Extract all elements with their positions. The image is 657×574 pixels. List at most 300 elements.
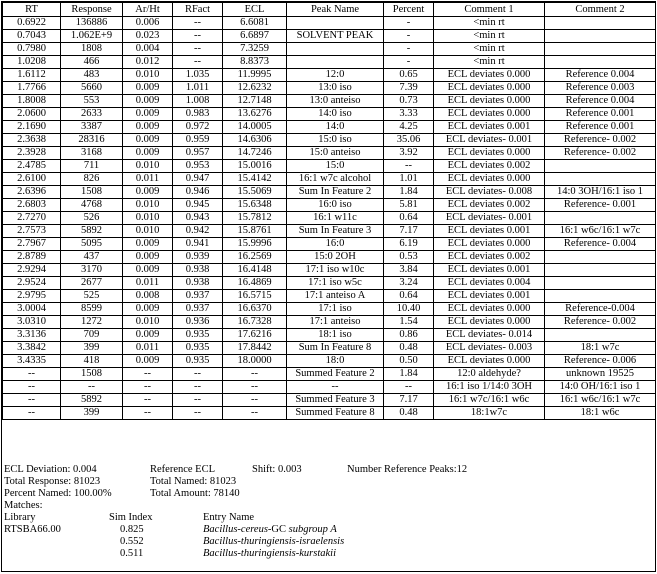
table-cell: 1.062E+9 (61, 30, 123, 43)
table-cell: 0.010 (123, 225, 173, 238)
table-cell: -- (287, 381, 384, 394)
table-cell (545, 290, 656, 303)
table-cell: ECL deviates- 0.014 (434, 329, 545, 342)
table-cell: Reference- 0.001 (545, 199, 656, 212)
table-cell: 17:1 anteiso (287, 316, 384, 329)
table-cell: 0.023 (123, 30, 173, 43)
table-cell: 8599 (61, 303, 123, 316)
table-cell: 1.54 (384, 316, 434, 329)
table-cell: 3.0310 (3, 316, 61, 329)
table-cell: 1508 (61, 368, 123, 381)
table-cell (545, 277, 656, 290)
table-cell: 0.86 (384, 329, 434, 342)
table-cell: 0.48 (384, 342, 434, 355)
table-cell: Reference- 0.002 (545, 134, 656, 147)
table-cell: 0.7043 (3, 30, 61, 43)
table-cell: 0.937 (173, 290, 223, 303)
table-cell (545, 251, 656, 264)
ecl-deviation: ECL Deviation: 0.004 (4, 464, 97, 475)
column-header: ECL (223, 3, 287, 17)
table-cell: 7.39 (384, 82, 434, 95)
table-body (3, 17, 656, 420)
table-cell: 0.937 (173, 303, 223, 316)
table-cell: 1508 (61, 186, 123, 199)
table-row (3, 394, 656, 407)
table-cell: 553 (61, 95, 123, 108)
table-cell: ECL deviates 0.000 (434, 355, 545, 368)
table-row (3, 199, 656, 212)
table-cell: 711 (61, 160, 123, 173)
table-cell: Reference 0.001 (545, 108, 656, 121)
table-cell: 6.6081 (223, 17, 287, 30)
table-cell: Reference 0.004 (545, 69, 656, 82)
table-cell: 0.6922 (3, 17, 61, 30)
table-cell: 3.33 (384, 108, 434, 121)
table-cell: 0.009 (123, 303, 173, 316)
table-cell: 1.84 (384, 186, 434, 199)
table-cell: 5660 (61, 82, 123, 95)
table-cell: 12.6232 (223, 82, 287, 95)
table-cell: ECL deviates 0.002 (434, 251, 545, 264)
table-cell: 5892 (61, 394, 123, 407)
match-entry-name: Bacillus-thuringiensis-israelensis (203, 536, 345, 547)
table-cell: 0.48 (384, 407, 434, 420)
table-cell: 15.6348 (223, 199, 287, 212)
table-cell: 7.17 (384, 225, 434, 238)
table-cell: 15:0 anteiso (287, 147, 384, 160)
table-cell: 10.40 (384, 303, 434, 316)
table-cell: 2.9524 (3, 277, 61, 290)
table-cell: 1808 (61, 43, 123, 56)
table-cell: 12.7148 (223, 95, 287, 108)
table-row (3, 56, 656, 69)
column-header: Comment 2 (545, 3, 656, 17)
column-header: Percent (384, 3, 434, 17)
table-cell: Sum In Feature 3 (287, 225, 384, 238)
table-cell: 0.004 (123, 43, 173, 56)
table-cell: 3170 (61, 264, 123, 277)
table-cell: 0.011 (123, 277, 173, 290)
table-cell: 15.9996 (223, 238, 287, 251)
table-cell: 1.0208 (3, 56, 61, 69)
table-cell: -- (223, 394, 287, 407)
table-cell: 15.0016 (223, 160, 287, 173)
table-cell: 13:0 iso (287, 82, 384, 95)
table-cell: 0.009 (123, 251, 173, 264)
table-cell: 2.8789 (3, 251, 61, 264)
table-row (3, 355, 656, 368)
table-cell: -- (384, 160, 434, 173)
table-cell: Reference 0.001 (545, 121, 656, 134)
table-cell: 5892 (61, 225, 123, 238)
table-cell: 1.011 (173, 82, 223, 95)
table-cell: 0.006 (123, 17, 173, 30)
table-cell: <min rt (434, 30, 545, 43)
table-cell: 16:0 (287, 238, 384, 251)
table-cell: ECL deviates- 0.008 (434, 186, 545, 199)
table-cell: 35.06 (384, 134, 434, 147)
table-cell: 18:0 (287, 355, 384, 368)
table-cell: 14.7246 (223, 147, 287, 160)
table-cell (287, 56, 384, 69)
match-entry-name: Bacillus-cereus-GC subgroup A (203, 524, 337, 535)
table-cell: 437 (61, 251, 123, 264)
table-cell: 16:1 w7c/16:1 w6c (434, 394, 545, 407)
table-row (3, 225, 656, 238)
table-cell: 0.65 (384, 69, 434, 82)
table-cell: 7.3259 (223, 43, 287, 56)
table-cell: 1.035 (173, 69, 223, 82)
column-header: Comment 1 (434, 3, 545, 17)
table-cell: 0.009 (123, 108, 173, 121)
table-cell: 0.7980 (3, 43, 61, 56)
table-cell: 0.009 (123, 134, 173, 147)
table-cell: 1.6112 (3, 69, 61, 82)
table-cell: 2.3638 (3, 134, 61, 147)
table-cell: -- (223, 368, 287, 381)
table-cell: 0.935 (173, 342, 223, 355)
table-cell: 2.7967 (3, 238, 61, 251)
table-cell: 1.7766 (3, 82, 61, 95)
table-cell: 0.010 (123, 69, 173, 82)
table-cell: 3.92 (384, 147, 434, 160)
table-cell (287, 43, 384, 56)
table-cell: 28316 (61, 134, 123, 147)
table-cell: 11.9995 (223, 69, 287, 82)
table-cell: 15:0 (287, 160, 384, 173)
table-cell: 0.64 (384, 290, 434, 303)
match-sim-index: 0.552 (120, 536, 144, 547)
table-cell: -- (223, 381, 287, 394)
table-cell: 17:1 iso (287, 303, 384, 316)
table-cell: 14:0 OH/16:1 iso 1 (545, 381, 656, 394)
table-row (3, 43, 656, 56)
table-row (3, 264, 656, 277)
table-cell: 16.7328 (223, 316, 287, 329)
table-cell: 14:0 3OH/16:1 iso 1 (545, 186, 656, 199)
table-cell: ECL deviates 0.000 (434, 173, 545, 186)
table-cell: Reference 0.003 (545, 82, 656, 95)
table-cell: ECL deviates 0.001 (434, 264, 545, 277)
table-cell: 136886 (61, 17, 123, 30)
table-cell: 1.8008 (3, 95, 61, 108)
table-cell: Summed Feature 3 (287, 394, 384, 407)
table-cell: 0.946 (173, 186, 223, 199)
matches-label: Matches: (4, 500, 43, 511)
table-cell: -- (123, 407, 173, 420)
total-named: Total Named: 81023 (150, 476, 237, 487)
entry-name-header: Entry Name (203, 512, 255, 523)
table-cell: unknown 19525 (545, 368, 656, 381)
table-cell (287, 17, 384, 30)
table-cell: -- (173, 407, 223, 420)
table-row (3, 368, 656, 381)
table-cell: 15.4142 (223, 173, 287, 186)
table-cell: 2.6100 (3, 173, 61, 186)
table-cell: -- (173, 56, 223, 69)
table-row (3, 121, 656, 134)
table-cell: 2.7573 (3, 225, 61, 238)
table-cell (545, 160, 656, 173)
table-cell: - (384, 30, 434, 43)
table-row (3, 30, 656, 43)
table-cell: 0.010 (123, 316, 173, 329)
table-cell: 12:0 aldehyde? (434, 368, 545, 381)
table-cell: 0.942 (173, 225, 223, 238)
table-cell: 0.939 (173, 251, 223, 264)
column-header: Response (61, 3, 123, 17)
table-cell: 7.17 (384, 394, 434, 407)
table-cell: 16.4148 (223, 264, 287, 277)
table-row (3, 329, 656, 342)
table-cell: -- (384, 381, 434, 394)
table-cell (545, 17, 656, 30)
table-row (3, 290, 656, 303)
report-summary (4, 464, 654, 560)
table-cell: 0.011 (123, 173, 173, 186)
table-cell: 0.010 (123, 160, 173, 173)
table-cell: 0.64 (384, 212, 434, 225)
table-cell: ECL deviates 0.004 (434, 277, 545, 290)
table-row (3, 95, 656, 108)
table-cell: 2.0600 (3, 108, 61, 121)
table-cell: -- (173, 17, 223, 30)
table-cell: - (384, 56, 434, 69)
total-amount: Total Amount: 78140 (150, 488, 240, 499)
table-cell: Reference-0.004 (545, 303, 656, 316)
table-cell: <min rt (434, 56, 545, 69)
table-cell: <min rt (434, 17, 545, 30)
table-row (3, 134, 656, 147)
table-cell (545, 43, 656, 56)
peak-table (2, 2, 656, 420)
table-cell: 13.6276 (223, 108, 287, 121)
table-cell: Reference- 0.006 (545, 355, 656, 368)
table-cell: -- (173, 368, 223, 381)
table-cell: 2.6803 (3, 199, 61, 212)
match-entry-name: Bacillus-thuringiensis-kurstakii (203, 548, 336, 559)
percent-named: Percent Named: 100.00% (4, 488, 112, 499)
table-cell: 3.84 (384, 264, 434, 277)
table-cell: 2677 (61, 277, 123, 290)
table-cell: 3.3136 (3, 329, 61, 342)
table-cell: 0.009 (123, 355, 173, 368)
table-cell: -- (123, 394, 173, 407)
table-cell: 5095 (61, 238, 123, 251)
table-cell: 17.6216 (223, 329, 287, 342)
table-cell: 13:0 anteiso (287, 95, 384, 108)
table-cell (545, 329, 656, 342)
table-cell: 826 (61, 173, 123, 186)
table-cell: 16.6370 (223, 303, 287, 316)
table-cell: 3.4335 (3, 355, 61, 368)
table-cell: 2.9795 (3, 290, 61, 303)
report-page (1, 1, 656, 572)
table-header-row (3, 3, 656, 17)
table-row (3, 238, 656, 251)
table-cell: 0.945 (173, 199, 223, 212)
table-row (3, 342, 656, 355)
table-cell: 15.7812 (223, 212, 287, 225)
table-cell: -- (173, 30, 223, 43)
table-cell: 0.009 (123, 147, 173, 160)
table-cell: 0.957 (173, 147, 223, 160)
table-cell: 8.8373 (223, 56, 287, 69)
table-cell: -- (173, 43, 223, 56)
table-cell: 0.943 (173, 212, 223, 225)
table-cell (545, 212, 656, 225)
table-cell: 3168 (61, 147, 123, 160)
table-cell: 0.959 (173, 134, 223, 147)
table-cell: 0.009 (123, 82, 173, 95)
table-cell: 1.008 (173, 95, 223, 108)
table-cell: 16.5715 (223, 290, 287, 303)
table-row (3, 147, 656, 160)
table-cell: 0.953 (173, 160, 223, 173)
reference-ecl: Reference ECL (150, 464, 216, 475)
shift-value: Shift: 0.003 (252, 464, 302, 475)
table-cell: 16:1 w7c alcohol (287, 173, 384, 186)
table-row (3, 82, 656, 95)
table-cell: Sum In Feature 2 (287, 186, 384, 199)
table-cell: 0.50 (384, 355, 434, 368)
library-name: RTSBA66.00 (4, 524, 61, 535)
table-cell: Summed Feature 8 (287, 407, 384, 420)
table-cell: ECL deviates 0.000 (434, 303, 545, 316)
table-cell: 2.7270 (3, 212, 61, 225)
table-cell: ECL deviates 0.001 (434, 121, 545, 134)
table-row (3, 316, 656, 329)
table-cell: 0.972 (173, 121, 223, 134)
table-cell: 483 (61, 69, 123, 82)
table-row (3, 173, 656, 186)
table-cell: -- (3, 368, 61, 381)
table-cell: 0.947 (173, 173, 223, 186)
table-cell: -- (173, 381, 223, 394)
table-cell: 6.19 (384, 238, 434, 251)
match-sim-index: 0.511 (120, 548, 144, 559)
table-cell (545, 56, 656, 69)
table-cell: 1272 (61, 316, 123, 329)
table-cell (545, 173, 656, 186)
table-cell: -- (3, 394, 61, 407)
table-cell: 418 (61, 355, 123, 368)
table-cell: -- (123, 368, 173, 381)
table-cell: 0.53 (384, 251, 434, 264)
table-cell: 0.009 (123, 186, 173, 199)
table-row (3, 277, 656, 290)
table-cell: 0.010 (123, 212, 173, 225)
table-cell: <min rt (434, 43, 545, 56)
table-cell: 526 (61, 212, 123, 225)
column-header: Ar/Ht (123, 3, 173, 17)
table-cell (545, 264, 656, 277)
table-cell: 14:0 iso (287, 108, 384, 121)
table-cell: 16.4869 (223, 277, 287, 290)
table-cell: ECL deviates- 0.001 (434, 134, 545, 147)
table-cell: 0.009 (123, 121, 173, 134)
table-cell: ECL deviates 0.002 (434, 199, 545, 212)
table-cell: 3.24 (384, 277, 434, 290)
table-cell: - (384, 43, 434, 56)
table-cell: ECL deviates 0.000 (434, 95, 545, 108)
table-cell: 15:0 iso (287, 134, 384, 147)
table-cell: 14.0005 (223, 121, 287, 134)
table-cell: 0.009 (123, 95, 173, 108)
table-cell: 5.81 (384, 199, 434, 212)
table-cell: 0.009 (123, 238, 173, 251)
table-cell: 18:1w7c (434, 407, 545, 420)
table-cell: ECL deviates 0.001 (434, 290, 545, 303)
table-row (3, 212, 656, 225)
table-cell: 399 (61, 342, 123, 355)
table-cell: 709 (61, 329, 123, 342)
table-cell: 2.6396 (3, 186, 61, 199)
table-cell: 15.8761 (223, 225, 287, 238)
table-cell: 0.012 (123, 56, 173, 69)
table-cell: Reference- 0.002 (545, 316, 656, 329)
table-cell: 18:1 w7c (545, 342, 656, 355)
sim-index-header: Sim Index (109, 512, 153, 523)
table-cell: 2.3928 (3, 147, 61, 160)
table-cell: -- (3, 407, 61, 420)
table-cell: -- (223, 407, 287, 420)
table-cell: ECL deviates 0.000 (434, 147, 545, 160)
table-cell: 0.938 (173, 264, 223, 277)
table-row (3, 303, 656, 316)
table-cell: 15.5069 (223, 186, 287, 199)
table-cell: 6.6897 (223, 30, 287, 43)
column-header: RFact (173, 3, 223, 17)
table-row (3, 186, 656, 199)
total-response: Total Response: 81023 (4, 476, 101, 487)
table-cell: 4768 (61, 199, 123, 212)
table-cell: 1.01 (384, 173, 434, 186)
table-cell: 18.0000 (223, 355, 287, 368)
table-row (3, 69, 656, 82)
table-cell: 17:1 anteiso A (287, 290, 384, 303)
table-cell: 2.9294 (3, 264, 61, 277)
table-row (3, 251, 656, 264)
column-header: RT (3, 3, 61, 17)
table-cell: ECL deviates 0.000 (434, 108, 545, 121)
table-cell: 466 (61, 56, 123, 69)
table-cell: 16.2569 (223, 251, 287, 264)
table-cell: 18:1 w6c (545, 407, 656, 420)
table-cell: -- (123, 381, 173, 394)
table-cell: 0.935 (173, 329, 223, 342)
table-cell: 12:0 (287, 69, 384, 82)
table-cell: ECL deviates 0.000 (434, 69, 545, 82)
table-cell: ECL deviates- 0.001 (434, 212, 545, 225)
table-cell: ECL deviates 0.000 (434, 238, 545, 251)
table-row (3, 407, 656, 420)
table-cell: 0.009 (123, 329, 173, 342)
table-cell: 1.84 (384, 368, 434, 381)
table-cell: 2633 (61, 108, 123, 121)
table-cell: 16:1 w11c (287, 212, 384, 225)
table-cell: 18:1 iso (287, 329, 384, 342)
table-cell: 2.4785 (3, 160, 61, 173)
table-row (3, 17, 656, 30)
table-cell: - (384, 17, 434, 30)
table-row (3, 381, 656, 394)
table-cell: 14.6306 (223, 134, 287, 147)
table-row (3, 160, 656, 173)
table-cell: 17:1 iso w5c (287, 277, 384, 290)
table-cell: ECL deviates 0.000 (434, 316, 545, 329)
table-cell: -- (3, 381, 61, 394)
